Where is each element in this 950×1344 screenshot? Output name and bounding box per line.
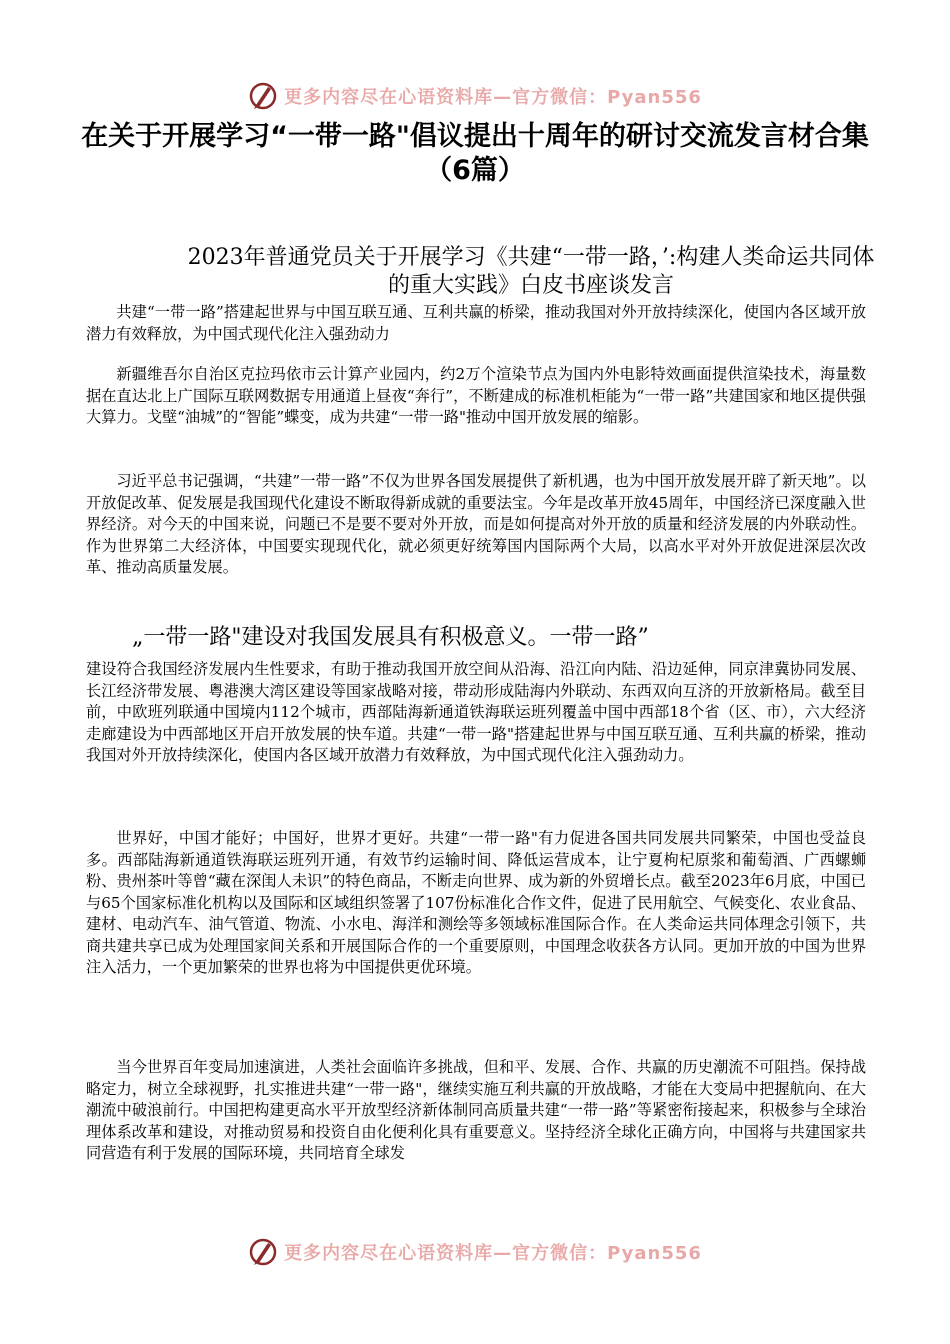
paragraph-6: 当今世界百年变局加速演进，人类社会面临许多挑战，但和平、发展、合作、共赢的历史潮流不可阻挡。保持战略定力，树立全球视野，扎实推进共建“一带一路"，继续实施互利共赢的开放战略，才能在大变局中把握航向、在大潮流中破浪前行。中国把构建更高水平开放型经济新体制同高质量共建“一带一路”等紧密衔接起来，积极参与全球治理体系改革和建设，对推动贸易和投资自由化便利化具有重要意义。坚持经济全球化正确方向，中国将与共建国家共同营造有利于发展的国际环境，共同培育全球发	[86, 1058, 866, 1162]
paragraph-4: 建设符合我国经济发展内生性要求，有助于推动我国开放空间从沿海、沿江向内陆、沿边延伸，同京津冀协同发展、长江经济带发展、粤港澳大湾区建设等国家战略对接，带动形成陆海内外联动、东西双向互济的开放新格局。截至目前，中欧班列联通中国境内112个城市，西部陆海新通道铁海联运班列覆盖中国中西部18个省（区、市），六大经济走廊建设为中西部地区开启开放发展的快车道。共建“一带一路"搭建起世界与中国互联互通、互利共赢的桥梁，推动我国对外开放持续深化，使国内各区域开放潜力有效释放，为中国式现代化注入强劲动力。	[86, 660, 866, 764]
paragraph-5: 世界好，中国才能好；中国好，世界才更好。共建“一带一路"有力促进各国共同发展共同繁荣，中国也受益良多。西部陆海新通道铁海联运班列开通，有效节约运输时间、降低运营成本，让宁夏枸杞原浆和葡萄酒、广西螺蛳粉、贵州茶叶等曾“藏在深闺人未识”的特色商品，不断走向世界、成为新的外贸增长点。截至2023年6月底，中国已与65个国家标准化机构以及国际和区域组织签署了107份标准化合作文件，促进了民用航空、气候变化、农业食品、建材、电动汽车、油气管道、物流、小水电、海洋和测绘等多领域标准国际合作。在人类命运共同体理念引领下，共商共建共享已成为处理国家间关系和开展国际合作的一个重要原则，中国理念收获各方认同。更加开放的中国为世界注入活力，一个更加繁荣的世界也将为中国提供更优环境。	[86, 829, 866, 976]
footer-banner-text: 更多内容尽在心语资料库—官方微信：Pyan556	[284, 1243, 702, 1264]
header-banner-text: 更多内容尽在心语资料库—官方微信：Pyan556	[284, 87, 702, 108]
circle-pen-logo-icon	[248, 81, 278, 111]
paragraph-3: 习近平总书记强调，“共建”一带一路”不仅为世界各国发展提供了新机遇，也为中国开放发展开辟了新天地”。以开放促改革、促发展是我国现代化建设不断取得新成就的重要法宝。今年是改革开放45周年，中国经济已深度融入世界经济。对今天的中国来说，问题已不是要不要对外开放，而是如何提高对外开放的质量和经济发展的内外联动性。作为世界第二大经济体，中国要实现现代化，就必须更好统筹国内国际两个大局，以高水平对外开放促进深层次改革、推动高质量发展。	[86, 472, 866, 576]
document-title: 在关于开展学习“一带一路"倡议提出十周年的研讨交流发言材合集（6篇）	[81, 121, 869, 186]
paragraph-2: 新疆维吾尔自治区克拉玛依市云计算产业园内，约2万个渲染节点为国内外电影特效画面提供渲染技术，海量数据在直达北上广国际互联网数据专用通道上昼夜“奔行”，不断建成的标准机柜能为“一带一路”共建国家和地区提供强大算力。戈壁“油城”的“智能”蝶变，成为共建“一带一路"推动中国开放发展的缩影。	[86, 365, 866, 426]
document-subtitle: 2023年普通党员关于开展学习《共建“一带一路，’:构建人类命运共同体的重大实践》白皮书座谈发言	[187, 245, 875, 298]
header-banner	[0, 76, 950, 116]
section-heading: „一带一路"建设对我国发展具有积极意义。一带一路”	[132, 625, 649, 650]
circle-pen-logo-icon	[248, 1237, 278, 1267]
paragraph-1: 共建“一带一路”搭建起世界与中国互联互通、互利共赢的桥梁，推动我国对外开放持续深化，使国内各区域开放潜力有效释放，为中国式现代化注入强劲动力	[86, 303, 866, 343]
footer-banner	[0, 1232, 950, 1272]
